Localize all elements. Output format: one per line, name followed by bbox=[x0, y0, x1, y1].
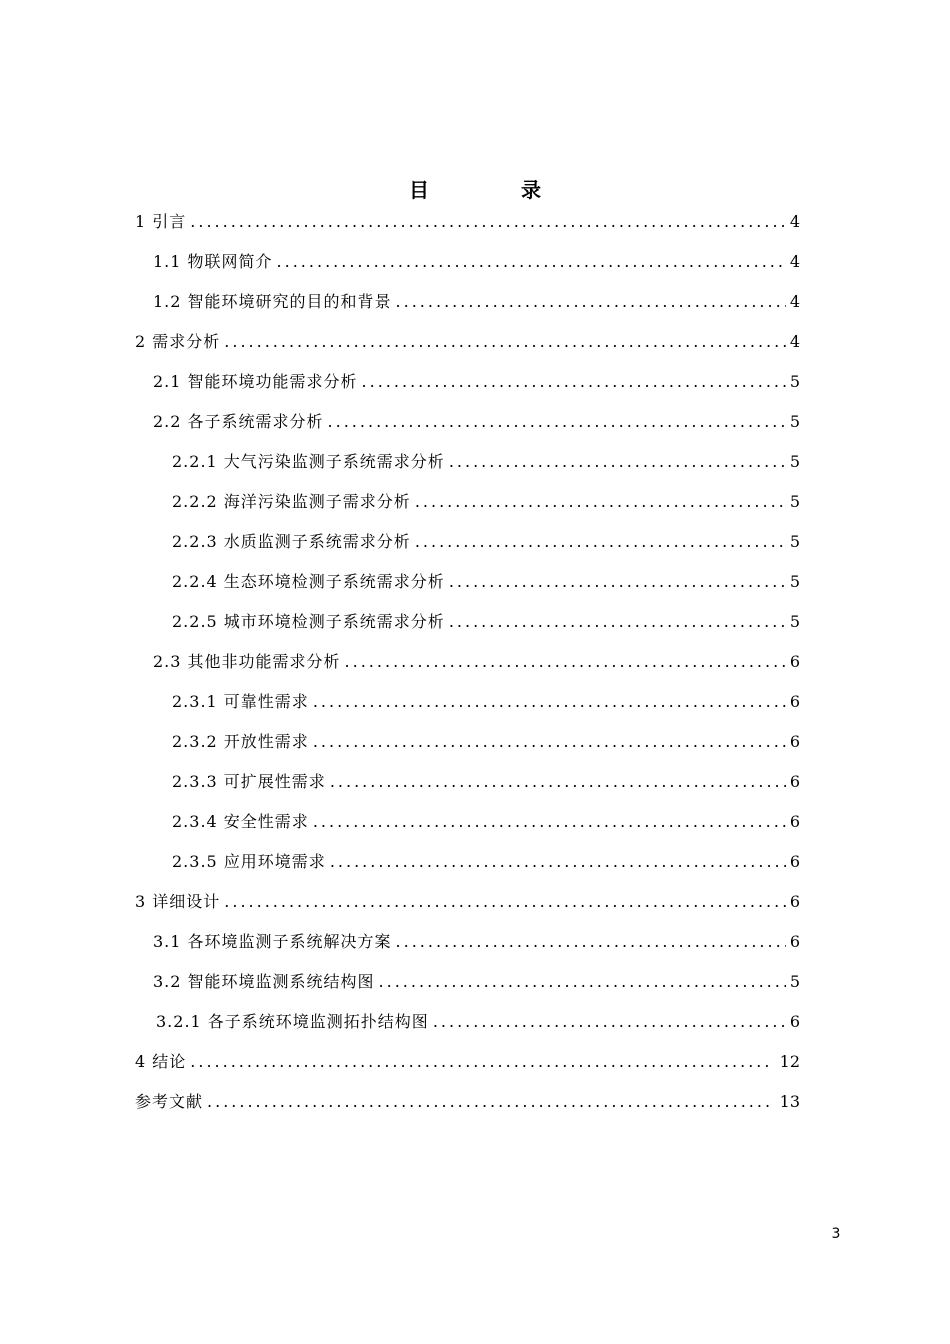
toc-entry-label: 1.2 智能环境研究的目的和背景 bbox=[153, 292, 392, 311]
toc-entry bbox=[135, 842, 800, 882]
toc-entry-label: 3.2 智能环境监测系统结构图 bbox=[153, 972, 375, 991]
toc-entry-page: 5 bbox=[789, 972, 800, 991]
toc-leader bbox=[330, 842, 786, 882]
toc-entry-label: 1.1 物联网简介 bbox=[153, 252, 273, 271]
toc-entry-label: 参考文献 bbox=[135, 1092, 204, 1111]
toc-leader bbox=[313, 682, 786, 722]
toc-entry bbox=[135, 322, 800, 362]
toc-entry-page: 6 bbox=[789, 852, 800, 871]
toc-entry-page: 6 bbox=[789, 1012, 800, 1031]
toc-leader bbox=[433, 1002, 786, 1042]
toc-leader bbox=[396, 922, 786, 962]
toc-entry-page: 5 bbox=[789, 412, 800, 431]
toc-entry-page: 6 bbox=[789, 732, 800, 751]
toc-entry-page: 4 bbox=[789, 292, 800, 311]
toc-entry-page: 4 bbox=[789, 212, 800, 231]
toc-entry-label: 2.3.5 应用环境需求 bbox=[172, 852, 326, 871]
toc-entry bbox=[135, 802, 800, 842]
toc-entry-label: 2.3 其他非功能需求分析 bbox=[153, 652, 341, 671]
toc-entry-label: 1 引言 bbox=[135, 212, 187, 231]
toc-entry-page: 6 bbox=[789, 692, 800, 711]
toc-entry bbox=[135, 602, 800, 642]
toc-entry-label: 2.2.3 水质监测子系统需求分析 bbox=[172, 532, 411, 551]
toc-entry-page: 6 bbox=[789, 812, 800, 831]
toc-entry bbox=[135, 922, 800, 962]
toc-entry-label: 3 详细设计 bbox=[135, 892, 221, 911]
toc-leader bbox=[449, 442, 786, 482]
toc-entry-page: 5 bbox=[789, 492, 800, 511]
toc-entry-page: 5 bbox=[789, 612, 800, 631]
toc-entry bbox=[135, 722, 800, 762]
toc-entry-label: 2.2 各子系统需求分析 bbox=[153, 412, 324, 431]
toc-leader bbox=[224, 882, 786, 922]
toc-entry-label: 4 结论 bbox=[135, 1052, 187, 1071]
toc-entry-page: 4 bbox=[789, 252, 800, 271]
toc-leader bbox=[277, 242, 786, 282]
toc-entry-label: 2.3.2 开放性需求 bbox=[172, 732, 309, 751]
toc-leader bbox=[207, 1082, 774, 1122]
toc-entry bbox=[135, 242, 800, 282]
toc-entry bbox=[135, 362, 800, 402]
toc-entry-page: 4 bbox=[789, 332, 800, 351]
toc-leader bbox=[330, 762, 786, 802]
toc-entry bbox=[135, 762, 800, 802]
toc-entry-label: 2.2.1 大气污染监测子系统需求分析 bbox=[172, 452, 445, 471]
toc-entry-page: 6 bbox=[789, 892, 800, 911]
toc-entry-page: 12 bbox=[779, 1052, 800, 1071]
toc-entry-label: 2.3.4 安全性需求 bbox=[172, 812, 309, 831]
toc-leader bbox=[362, 362, 786, 402]
toc-entry bbox=[135, 482, 800, 522]
toc-leader bbox=[328, 402, 786, 442]
toc-entry bbox=[135, 202, 800, 242]
page-number: 3 bbox=[831, 1226, 841, 1242]
toc-entry bbox=[135, 562, 800, 602]
toc-entry bbox=[135, 442, 800, 482]
toc-entry-page: 6 bbox=[789, 932, 800, 951]
toc-entry-label: 3.2.1 各子系统环境监测拓扑结构图 bbox=[156, 1012, 429, 1031]
toc-entry-page: 5 bbox=[789, 452, 800, 471]
toc-entry bbox=[135, 402, 800, 442]
toc-leader bbox=[449, 562, 786, 602]
toc-entry-label: 2 需求分析 bbox=[135, 332, 221, 351]
toc-entry-label: 2.1 智能环境功能需求分析 bbox=[153, 372, 358, 391]
toc-leader bbox=[190, 202, 786, 242]
toc-leader bbox=[190, 1042, 774, 1082]
toc-leader bbox=[345, 642, 786, 682]
toc-title: 目 录 bbox=[409, 178, 577, 202]
toc-leader bbox=[449, 602, 786, 642]
toc-entry bbox=[135, 522, 800, 562]
toc-entry-page: 13 bbox=[779, 1092, 800, 1111]
toc-leader bbox=[415, 482, 786, 522]
toc-entry bbox=[135, 1082, 800, 1122]
toc-entry-label: 2.2.2 海洋污染监测子需求分析 bbox=[172, 492, 411, 511]
toc-entry-page: 5 bbox=[789, 532, 800, 551]
toc-entry-label: 2.2.4 生态环境检测子系统需求分析 bbox=[172, 572, 445, 591]
toc-entry-page: 5 bbox=[789, 572, 800, 591]
toc-leader bbox=[415, 522, 786, 562]
toc-entry bbox=[135, 882, 800, 922]
toc-entry bbox=[135, 682, 800, 722]
toc-entry-page: 5 bbox=[789, 372, 800, 391]
toc-entry bbox=[135, 962, 800, 1002]
toc-entry-page: 6 bbox=[789, 652, 800, 671]
toc-entry bbox=[135, 282, 800, 322]
toc-leader bbox=[396, 282, 786, 322]
toc-leader bbox=[313, 802, 786, 842]
toc-list bbox=[135, 202, 800, 1122]
toc-entry-page: 6 bbox=[789, 772, 800, 791]
toc-entry-label: 2.3.3 可扩展性需求 bbox=[172, 772, 326, 791]
toc-leader bbox=[313, 722, 786, 762]
toc-entry-label: 2.3.1 可靠性需求 bbox=[172, 692, 309, 711]
toc-leader bbox=[379, 962, 786, 1002]
toc-entry bbox=[135, 1002, 800, 1042]
toc-entry bbox=[135, 642, 800, 682]
toc-entry-label: 3.1 各环境监测子系统解决方案 bbox=[153, 932, 392, 951]
toc-leader bbox=[224, 322, 786, 362]
toc-entry bbox=[135, 1042, 800, 1082]
toc-entry-label: 2.2.5 城市环境检测子系统需求分析 bbox=[172, 612, 445, 631]
